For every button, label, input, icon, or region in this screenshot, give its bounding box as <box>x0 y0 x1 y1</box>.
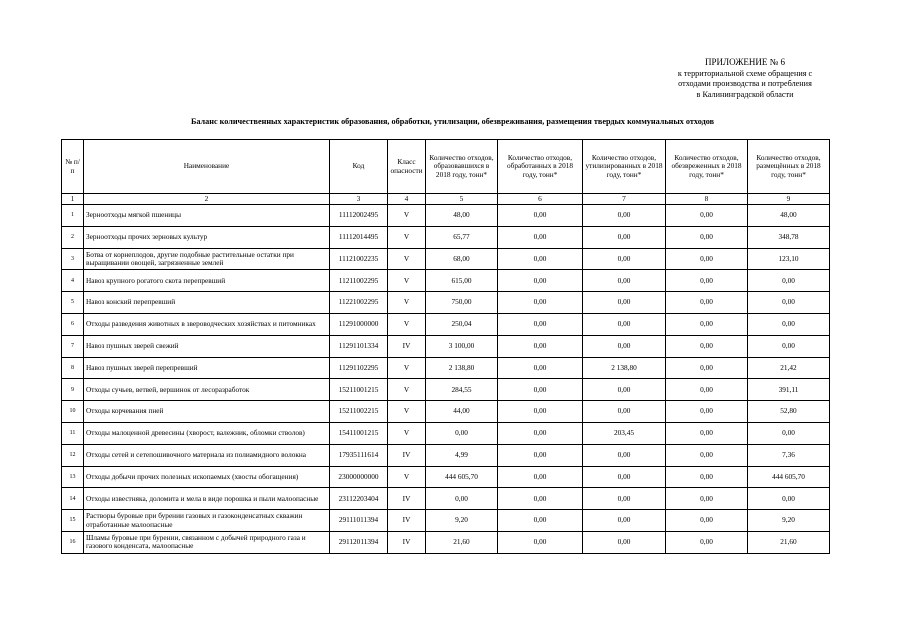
placed-amount: 21,60 <box>748 531 830 553</box>
utilized-amount: 2 138,80 <box>583 357 666 379</box>
utilized-amount: 0,00 <box>583 292 666 314</box>
row-number: 16 <box>62 531 84 553</box>
table-row <box>62 205 830 227</box>
placed-amount: 7,36 <box>748 444 830 466</box>
generated-amount: 444 605,70 <box>426 466 498 488</box>
column-header: Количество отходов, обработанных в 2018 году, тонн* <box>498 140 583 194</box>
placed-amount: 0,00 <box>748 270 830 292</box>
generated-amount: 9,20 <box>426 510 498 532</box>
processed-amount: 0,00 <box>498 466 583 488</box>
table-row <box>62 466 830 488</box>
hazard-class: V <box>388 205 426 227</box>
row-number: 2 <box>62 226 84 248</box>
row-number: 1 <box>62 205 84 227</box>
hazard-class: V <box>388 422 426 444</box>
waste-name: Зерноотходы мягкой пшеницы <box>84 205 330 227</box>
appendix-line: к территориальной схеме обращения с <box>677 68 813 78</box>
processed-amount: 0,00 <box>498 313 583 335</box>
neutralized-amount: 0,00 <box>666 531 748 553</box>
table-row <box>62 226 830 248</box>
placed-amount: 48,00 <box>748 205 830 227</box>
table-row <box>62 292 830 314</box>
generated-amount: 0,00 <box>426 488 498 510</box>
generated-amount: 3 100,00 <box>426 335 498 357</box>
row-number: 14 <box>62 488 84 510</box>
column-number: 3 <box>330 194 388 205</box>
waste-name: Зерноотходы прочих зерновых культур <box>84 226 330 248</box>
placed-amount: 348,78 <box>748 226 830 248</box>
waste-name: Отходы известняка, доломита и мела в виде порошка и пыли малоопасные <box>84 488 330 510</box>
column-number: 8 <box>666 194 748 205</box>
processed-amount: 0,00 <box>498 488 583 510</box>
processed-amount: 0,00 <box>498 422 583 444</box>
utilized-amount: 0,00 <box>583 531 666 553</box>
processed-amount: 0,00 <box>498 401 583 423</box>
hazard-class: V <box>388 226 426 248</box>
hazard-class: IV <box>388 510 426 532</box>
table-row <box>62 444 830 466</box>
column-number: 9 <box>748 194 830 205</box>
waste-code: 15211001215 <box>330 379 388 401</box>
row-number: 12 <box>62 444 84 466</box>
column-number: 4 <box>388 194 426 205</box>
waste-name: Отходы разведения животных в звероводческих хозяйствах и питомниках <box>84 313 330 335</box>
generated-amount: 0,00 <box>426 422 498 444</box>
table-row <box>62 313 830 335</box>
waste-name: Ботва от корнеплодов, другие подобные растительные остатки при выращивании овощей, загрязненные землей <box>84 248 330 270</box>
appendix-line: в Калининградской области <box>696 89 794 99</box>
waste-code: 11112014495 <box>330 226 388 248</box>
utilized-amount: 0,00 <box>583 401 666 423</box>
processed-amount: 0,00 <box>498 248 583 270</box>
generated-amount: 4,99 <box>426 444 498 466</box>
appendix-number: ПРИЛОЖЕНИЕ № 6 <box>704 57 786 67</box>
placed-amount: 9,20 <box>748 510 830 532</box>
placed-amount: 52,80 <box>748 401 830 423</box>
hazard-class: IV <box>388 488 426 510</box>
waste-name: Навоз пушных зверей свежий <box>84 335 330 357</box>
table-row <box>62 357 830 379</box>
hazard-class: V <box>388 401 426 423</box>
balance-table <box>61 139 830 554</box>
table-row <box>62 335 830 357</box>
generated-amount: 750,00 <box>426 292 498 314</box>
hazard-class: V <box>388 313 426 335</box>
neutralized-amount: 0,00 <box>666 270 748 292</box>
waste-code: 29111011394 <box>330 510 388 532</box>
document-title: Баланс количественных характеристик образования, обработки, утилизации, обезвреживания, размещения твердых коммунальных отходов <box>190 117 715 126</box>
processed-amount: 0,00 <box>498 335 583 357</box>
waste-name: Шламы буровые при бурении, связанном с добычей природного газа и газового конденсата, малоопасные <box>84 531 330 553</box>
hazard-class: IV <box>388 444 426 466</box>
waste-code: 11211002295 <box>330 270 388 292</box>
processed-amount: 0,00 <box>498 531 583 553</box>
generated-amount: 2 138,80 <box>426 357 498 379</box>
waste-code: 11291000000 <box>330 313 388 335</box>
waste-name: Отходы корчевания пней <box>84 401 330 423</box>
waste-code: 15211002215 <box>330 401 388 423</box>
row-number: 15 <box>62 510 84 532</box>
neutralized-amount: 0,00 <box>666 422 748 444</box>
column-header: Наименование <box>84 140 330 194</box>
neutralized-amount: 0,00 <box>666 205 748 227</box>
table-row <box>62 401 830 423</box>
column-number-row <box>62 194 830 205</box>
neutralized-amount: 0,00 <box>666 313 748 335</box>
table-row <box>62 510 830 532</box>
table-row <box>62 379 830 401</box>
processed-amount: 0,00 <box>498 205 583 227</box>
appendix-block <box>640 57 850 100</box>
generated-amount: 48,00 <box>426 205 498 227</box>
waste-code: 11221002295 <box>330 292 388 314</box>
utilized-amount: 0,00 <box>583 488 666 510</box>
waste-code: 11291101334 <box>330 335 388 357</box>
placed-amount: 0,00 <box>748 335 830 357</box>
neutralized-amount: 0,00 <box>666 248 748 270</box>
row-number: 10 <box>62 401 84 423</box>
table-header-row <box>62 140 830 194</box>
generated-amount: 250,04 <box>426 313 498 335</box>
waste-code: 23112203404 <box>330 488 388 510</box>
utilized-amount: 0,00 <box>583 205 666 227</box>
waste-name: Отходы сетей и сетепошивочного материала из полиамидного волокна <box>84 444 330 466</box>
waste-name: Отходы сучьев, ветвей, вершинок от лесоразработок <box>84 379 330 401</box>
neutralized-amount: 0,00 <box>666 357 748 379</box>
utilized-amount: 203,45 <box>583 422 666 444</box>
hazard-class: V <box>388 466 426 488</box>
waste-name: Растворы буровые при бурении газовых и газоконденсатных скважин отработанные малоопасные <box>84 510 330 532</box>
column-header: Класс опасности <box>388 140 426 194</box>
neutralized-amount: 0,00 <box>666 292 748 314</box>
processed-amount: 0,00 <box>498 270 583 292</box>
utilized-amount: 0,00 <box>583 444 666 466</box>
row-number: 4 <box>62 270 84 292</box>
processed-amount: 0,00 <box>498 357 583 379</box>
neutralized-amount: 0,00 <box>666 466 748 488</box>
column-header: Количество отходов, обезвреженных в 2018 году, тонн* <box>666 140 748 194</box>
table-row <box>62 422 830 444</box>
neutralized-amount: 0,00 <box>666 488 748 510</box>
processed-amount: 0,00 <box>498 292 583 314</box>
hazard-class: V <box>388 379 426 401</box>
row-number: 9 <box>62 379 84 401</box>
row-number: 13 <box>62 466 84 488</box>
hazard-class: V <box>388 248 426 270</box>
column-number: 7 <box>583 194 666 205</box>
neutralized-amount: 0,00 <box>666 510 748 532</box>
column-header: Количество отходов, утилизированных в 2018 году, тонн* <box>583 140 666 194</box>
waste-code: 11291102295 <box>330 357 388 379</box>
hazard-class: IV <box>388 531 426 553</box>
row-number: 11 <box>62 422 84 444</box>
table-row <box>62 248 830 270</box>
processed-amount: 0,00 <box>498 510 583 532</box>
generated-amount: 44,00 <box>426 401 498 423</box>
waste-name: Навоз крупного рогатого скота перепревший <box>84 270 330 292</box>
processed-amount: 0,00 <box>498 379 583 401</box>
column-number: 2 <box>84 194 330 205</box>
waste-code: 11112002495 <box>330 205 388 227</box>
hazard-class: IV <box>388 335 426 357</box>
row-number: 5 <box>62 292 84 314</box>
column-header: № п/п <box>62 140 84 194</box>
utilized-amount: 0,00 <box>583 466 666 488</box>
hazard-class: V <box>388 270 426 292</box>
hazard-class: V <box>388 292 426 314</box>
column-number: 5 <box>426 194 498 205</box>
row-number: 3 <box>62 248 84 270</box>
column-header: Код <box>330 140 388 194</box>
processed-amount: 0,00 <box>498 444 583 466</box>
placed-amount: 21,42 <box>748 357 830 379</box>
table-row <box>62 270 830 292</box>
placed-amount: 123,10 <box>748 248 830 270</box>
waste-name: Отходы добычи прочих полезных ископаемых (хвосты обогащения) <box>84 466 330 488</box>
utilized-amount: 0,00 <box>583 335 666 357</box>
placed-amount: 0,00 <box>748 313 830 335</box>
generated-amount: 21,60 <box>426 531 498 553</box>
neutralized-amount: 0,00 <box>666 401 748 423</box>
column-header: Количество отходов, размещённых в 2018 году, тонн* <box>748 140 830 194</box>
table-body <box>62 205 830 554</box>
waste-code: 29112011394 <box>330 531 388 553</box>
table-row <box>62 531 830 553</box>
waste-code: 11121002235 <box>330 248 388 270</box>
row-number: 6 <box>62 313 84 335</box>
placed-amount: 0,00 <box>748 292 830 314</box>
neutralized-amount: 0,00 <box>666 379 748 401</box>
utilized-amount: 0,00 <box>583 270 666 292</box>
placed-amount: 444 605,70 <box>748 466 830 488</box>
neutralized-amount: 0,00 <box>666 444 748 466</box>
row-number: 7 <box>62 335 84 357</box>
processed-amount: 0,00 <box>498 226 583 248</box>
generated-amount: 68,00 <box>426 248 498 270</box>
waste-code: 23000000000 <box>330 466 388 488</box>
utilized-amount: 0,00 <box>583 226 666 248</box>
column-number: 6 <box>498 194 583 205</box>
waste-code: 15411001215 <box>330 422 388 444</box>
column-number: 1 <box>62 194 84 205</box>
utilized-amount: 0,00 <box>583 313 666 335</box>
generated-amount: 284,55 <box>426 379 498 401</box>
neutralized-amount: 0,00 <box>666 335 748 357</box>
utilized-amount: 0,00 <box>583 510 666 532</box>
waste-name: Навоз пушных зверей перепревший <box>84 357 330 379</box>
waste-code: 17935111614 <box>330 444 388 466</box>
neutralized-amount: 0,00 <box>666 226 748 248</box>
utilized-amount: 0,00 <box>583 379 666 401</box>
generated-amount: 615,00 <box>426 270 498 292</box>
placed-amount: 391,11 <box>748 379 830 401</box>
placed-amount: 0,00 <box>748 488 830 510</box>
utilized-amount: 0,00 <box>583 248 666 270</box>
hazard-class: V <box>388 357 426 379</box>
placed-amount: 0,00 <box>748 422 830 444</box>
row-number: 8 <box>62 357 84 379</box>
table-row <box>62 488 830 510</box>
waste-name: Отходы малоценной древесины (хворост, валежник, обломки стволов) <box>84 422 330 444</box>
appendix-line: отходами производства и потребления <box>678 79 812 88</box>
generated-amount: 65,77 <box>426 226 498 248</box>
column-header: Количество отходов, образовавшихся в 2018 году, тонн* <box>426 140 498 194</box>
waste-name: Навоз конский перепревший <box>84 292 330 314</box>
